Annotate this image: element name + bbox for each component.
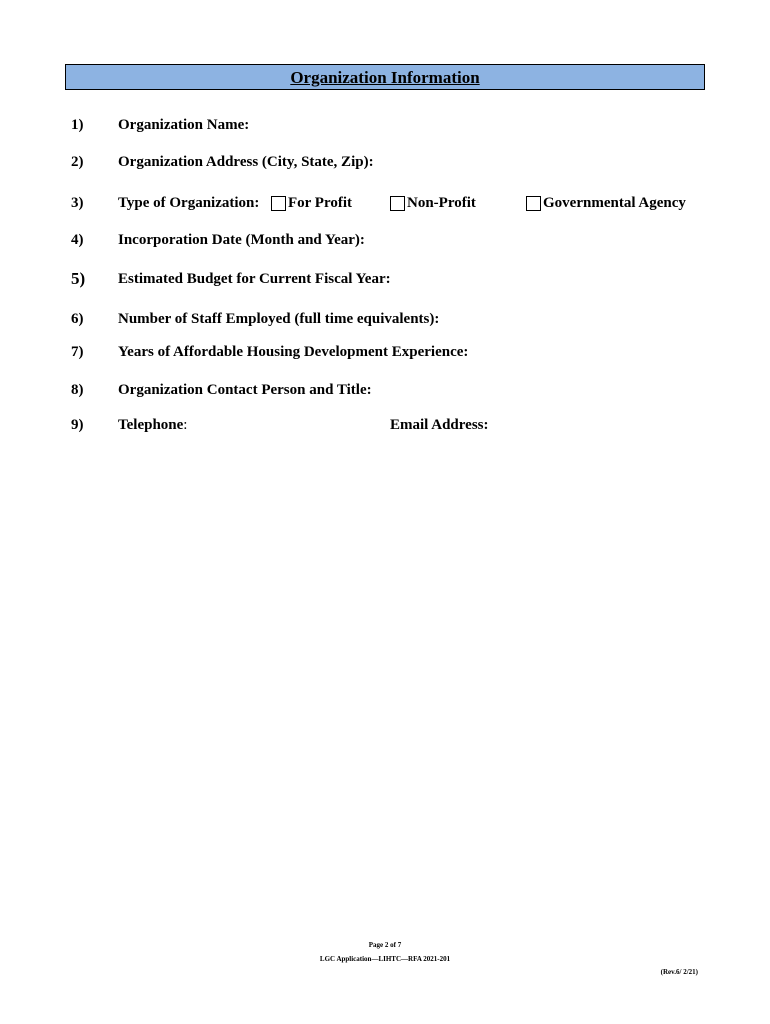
item-number: 4) (71, 232, 84, 248)
item-number: 9) (71, 417, 84, 433)
field-label-telephone (118, 416, 187, 434)
section-title-bar (65, 64, 705, 90)
telephone-label-text: Telephone (118, 417, 184, 433)
field-label-organization-name: Organization Name: (118, 117, 250, 133)
item-number: 5) (71, 269, 86, 288)
field-label-staff-employed: Number of Staff Employed (full time equivalents): (118, 311, 440, 327)
page-number: Page 2 of 7 (368, 941, 402, 949)
item-number: 1) (71, 117, 84, 133)
page-title: Organization Information (290, 68, 480, 87)
field-label-email-address: Email Address: (390, 417, 489, 433)
non-profit-label: Non-Profit (407, 195, 476, 211)
item-number: 8) (71, 382, 84, 398)
governmental-agency-checkbox[interactable] (526, 196, 541, 211)
field-label-estimated-budget: Estimated Budget for Current Fiscal Year: (118, 271, 391, 287)
field-label-organization-type: Type of Organization: (118, 195, 260, 211)
item-number: 7) (71, 344, 84, 360)
for-profit-checkbox[interactable] (271, 196, 286, 211)
field-label-organization-address: Organization Address (City, State, Zip): (118, 154, 374, 170)
field-label-housing-experience: Years of Affordable Housing Development Experience: (118, 344, 469, 360)
non-profit-checkbox[interactable] (390, 196, 405, 211)
field-label-incorporation-date: Incorporation Date (Month and Year): (118, 232, 365, 248)
option-non-profit[interactable] (390, 194, 476, 212)
item-number: 3) (71, 195, 84, 211)
revision-label: (Rev.6/ 2/21) (660, 968, 698, 976)
telephone-label-colon: : (183, 417, 188, 433)
option-governmental-agency[interactable] (526, 194, 686, 212)
document-footer: LGC Application—LIHTC—RFA 2021-201 (319, 955, 451, 963)
item-number: 6) (71, 311, 84, 327)
item-number: 2) (71, 154, 84, 170)
for-profit-label: For Profit (288, 195, 353, 211)
governmental-agency-label: Governmental Agency (543, 195, 686, 211)
field-label-contact-person: Organization Contact Person and Title: (118, 382, 372, 398)
option-for-profit[interactable] (271, 194, 352, 212)
